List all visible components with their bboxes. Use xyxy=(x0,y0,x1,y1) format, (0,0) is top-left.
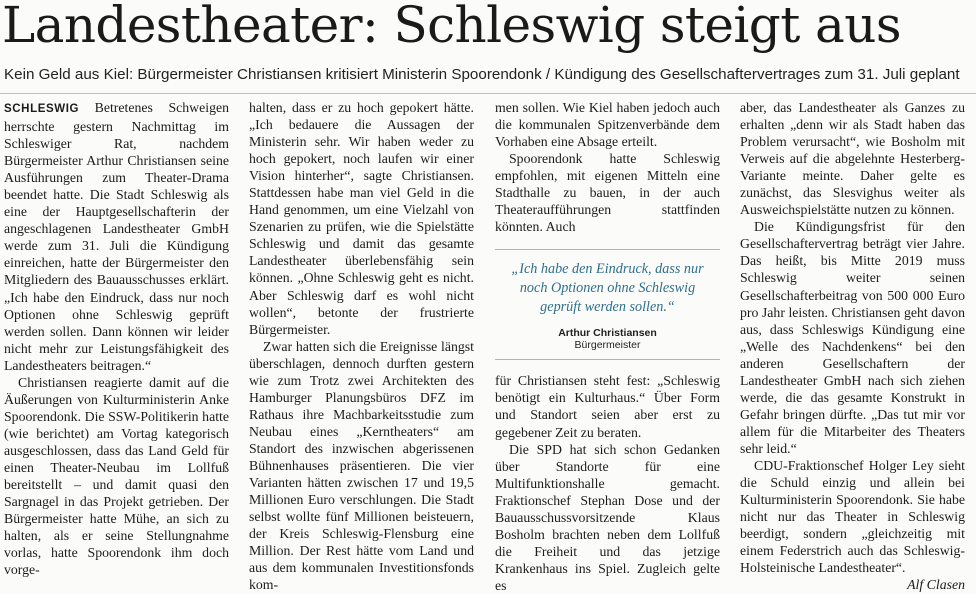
article-column-4 xyxy=(740,99,965,593)
closing-text: CDU-Fraktionschef Holger Ley sieht die Schuld einzig und allein bei Kulturministerin Spoorendonk. Sie habe nicht nur das Theater in Schleswig beerdigt, sondern „gleichzeitig mit einem Federstrich auch das Schleswig-Holsteinische Landestheater“. xyxy=(740,457,965,576)
closing-paragraph xyxy=(740,457,965,593)
paragraph: für Christiansen steht fest: „Schleswig benötigt ein Kulturhaus.“ Über Form und Standort seien aber erst zu gegebener Zeit zu beraten. xyxy=(495,373,720,440)
header-divider xyxy=(0,93,976,94)
subheadline: Kein Geld aus Kiel: Bürgermeister Christiansen kritisiert Ministerin Spoorendonk / Kündigung des Gesellschaftervertrages zum 31. Juli geplant xyxy=(4,66,960,83)
author-name: Alf Clasen xyxy=(907,577,965,593)
article-column-2 xyxy=(249,99,474,593)
pull-quote-name: Arthur Christiansen xyxy=(558,327,657,340)
article-column-1 xyxy=(4,99,229,578)
article-column-3 xyxy=(495,99,720,594)
pull-quote xyxy=(495,249,720,360)
lead-paragraph xyxy=(4,99,229,374)
paragraph: Christiansen reagierte damit auf die Äußerungen von Kulturministerin Anke Spoorendonk. Die SSW-Politikerin hatte (wie berichtet) am Vortag kategorisch ausgeschlossen, dass das Land Geld für einen Theater-Neubau im Lollfuß bereitstellt – und damit quasi den Sargnagel in das Projekt getrieben. Der Bürgermeister hatte Mühe, an sich zu halten, als er seine Stellungnahme vorlas, hatte Spoorendonk ihm doch vorge- xyxy=(4,374,229,578)
dateline: SCHLESWIG xyxy=(4,103,80,115)
pull-quote-role: Bürgermeister xyxy=(574,339,641,352)
paragraph: Zwar hatten sich die Ereignisse längst überschlagen, dennoch durften gestern wie zum Trotz zwei Architekten des Hamburger Planungsbüros DFZ im Rathaus ihre Machbarkeitsstudie zum Neubau eines „Kerntheaters“ am Standort des inzwischen abgerissenen Bühnenhauses präsentieren. Die vier Varianten hätten zwischen 17 und 19,5 Millionen Euro verschlungen. Die Stadt selbst wollte fünf Millionen beisteuern, der Kreis Schleswig-Flensburg eine Million. Der Rest hätte vom Land und aus dem kommunalen Investitionsfonds kom- xyxy=(249,338,474,593)
paragraph: aber, das Landestheater als Ganzes zu erhalten „denn wir als Stadt haben das Problem verursacht“, wie Bosholm mit Verweis auf die abgelehnte Hesterberg-Variante meinte. Daher gelte es zunächst, das Slesvighus weiter als Ausweichspielstätte nutzen zu können. xyxy=(740,100,965,218)
pull-quote-text: „Ich habe den Eindruck, dass nur noch Optionen ohne Schleswig geprüft werden sollen.“ xyxy=(511,261,704,316)
paragraph: men sollen. Wie Kiel haben jedoch auch die kommunalen Spitzenverbände dem Vorhaben eine Absage erteilt. xyxy=(495,100,720,150)
paragraph: Spoorendonk hatte Schleswig empfohlen, mit eigenen Mitteln eine Stadthalle zu bauen, in der auch Theateraufführungen stattfinden könnten. Auch xyxy=(495,151,720,235)
lead-text: Betretenes Schweigen herrschte gestern Nachmittag im Schleswiger Rat, nachdem Bürgermeister Arthur Christiansen seine Ausführungen zum Theater-Drama beendet hatte. Die Stadt Schleswig als eine der Hauptgesellschafterin der angeschlagenen Landestheater GmbH werde zum 31. Juli die Kündigung einreichen, hatte der Bürgermeister den Mitgliedern des Bauausschusses erklärt. „Ich habe den Eindruck, dass nur noch Optionen ohne Schleswig geprüft werden sollen. Dann können wir leider nicht mehr zur Leistungsfähigkeit des Landestheaters beitragen.“ xyxy=(4,100,229,373)
headline: Landestheater: Schleswig steigt aus xyxy=(2,0,901,54)
paragraph: Die Kündigungsfrist für den Gesellschaftervertrag beträgt vier Jahre. Das heißt, bis Mitte 2019 muss Schleswig weiter seinen Gesellschafterbeitrag von 500 000 Euro pro Jahr leisten. Christiansen geht davon aus, dass Schleswigs Kündigung eine „Welle des Nachdenkens“ bei den anderen Gesellschaftern der Landestheater GmbH nach sich ziehen werde, die das gesamte Konstrukt in Gefahr bringen dürfte. „Das tut mir vor allem für die Mitarbeiter des Theaters sehr leid.“ xyxy=(740,219,965,456)
paragraph: Die SPD hat sich schon Gedanken über Standorte für eine Multifunktionshalle gemacht. Fraktionschef Stephan Dose und der Bauausschussvorsitzende Klaus Bosholm brachten neben dem Lollfuß die Freiheit und das jetzige Krankenhaus ins Spiel. Zugleich gelte es xyxy=(495,441,720,593)
paragraph: halten, dass er zu hoch gepokert hätte. „Ich bedauere die Aussagen der Ministerin sehr. Wir haben weder zu hoch gepokert, noch laufen wir einer Vision hinterher“, sagte Christiansen. Stattdessen habe man viel Geld in die Hand genommen, um eine Vielzahl von Szenarien zu prüfen, wie die Spielstätte Schleswig und damit das gesamte Landestheater überlebensfähig sein können. „Ohne Schleswig geht es nicht. Aber Schleswig darf es wohl nicht wollen“, betonte der frustrierte Bürgermeister. xyxy=(249,100,474,337)
